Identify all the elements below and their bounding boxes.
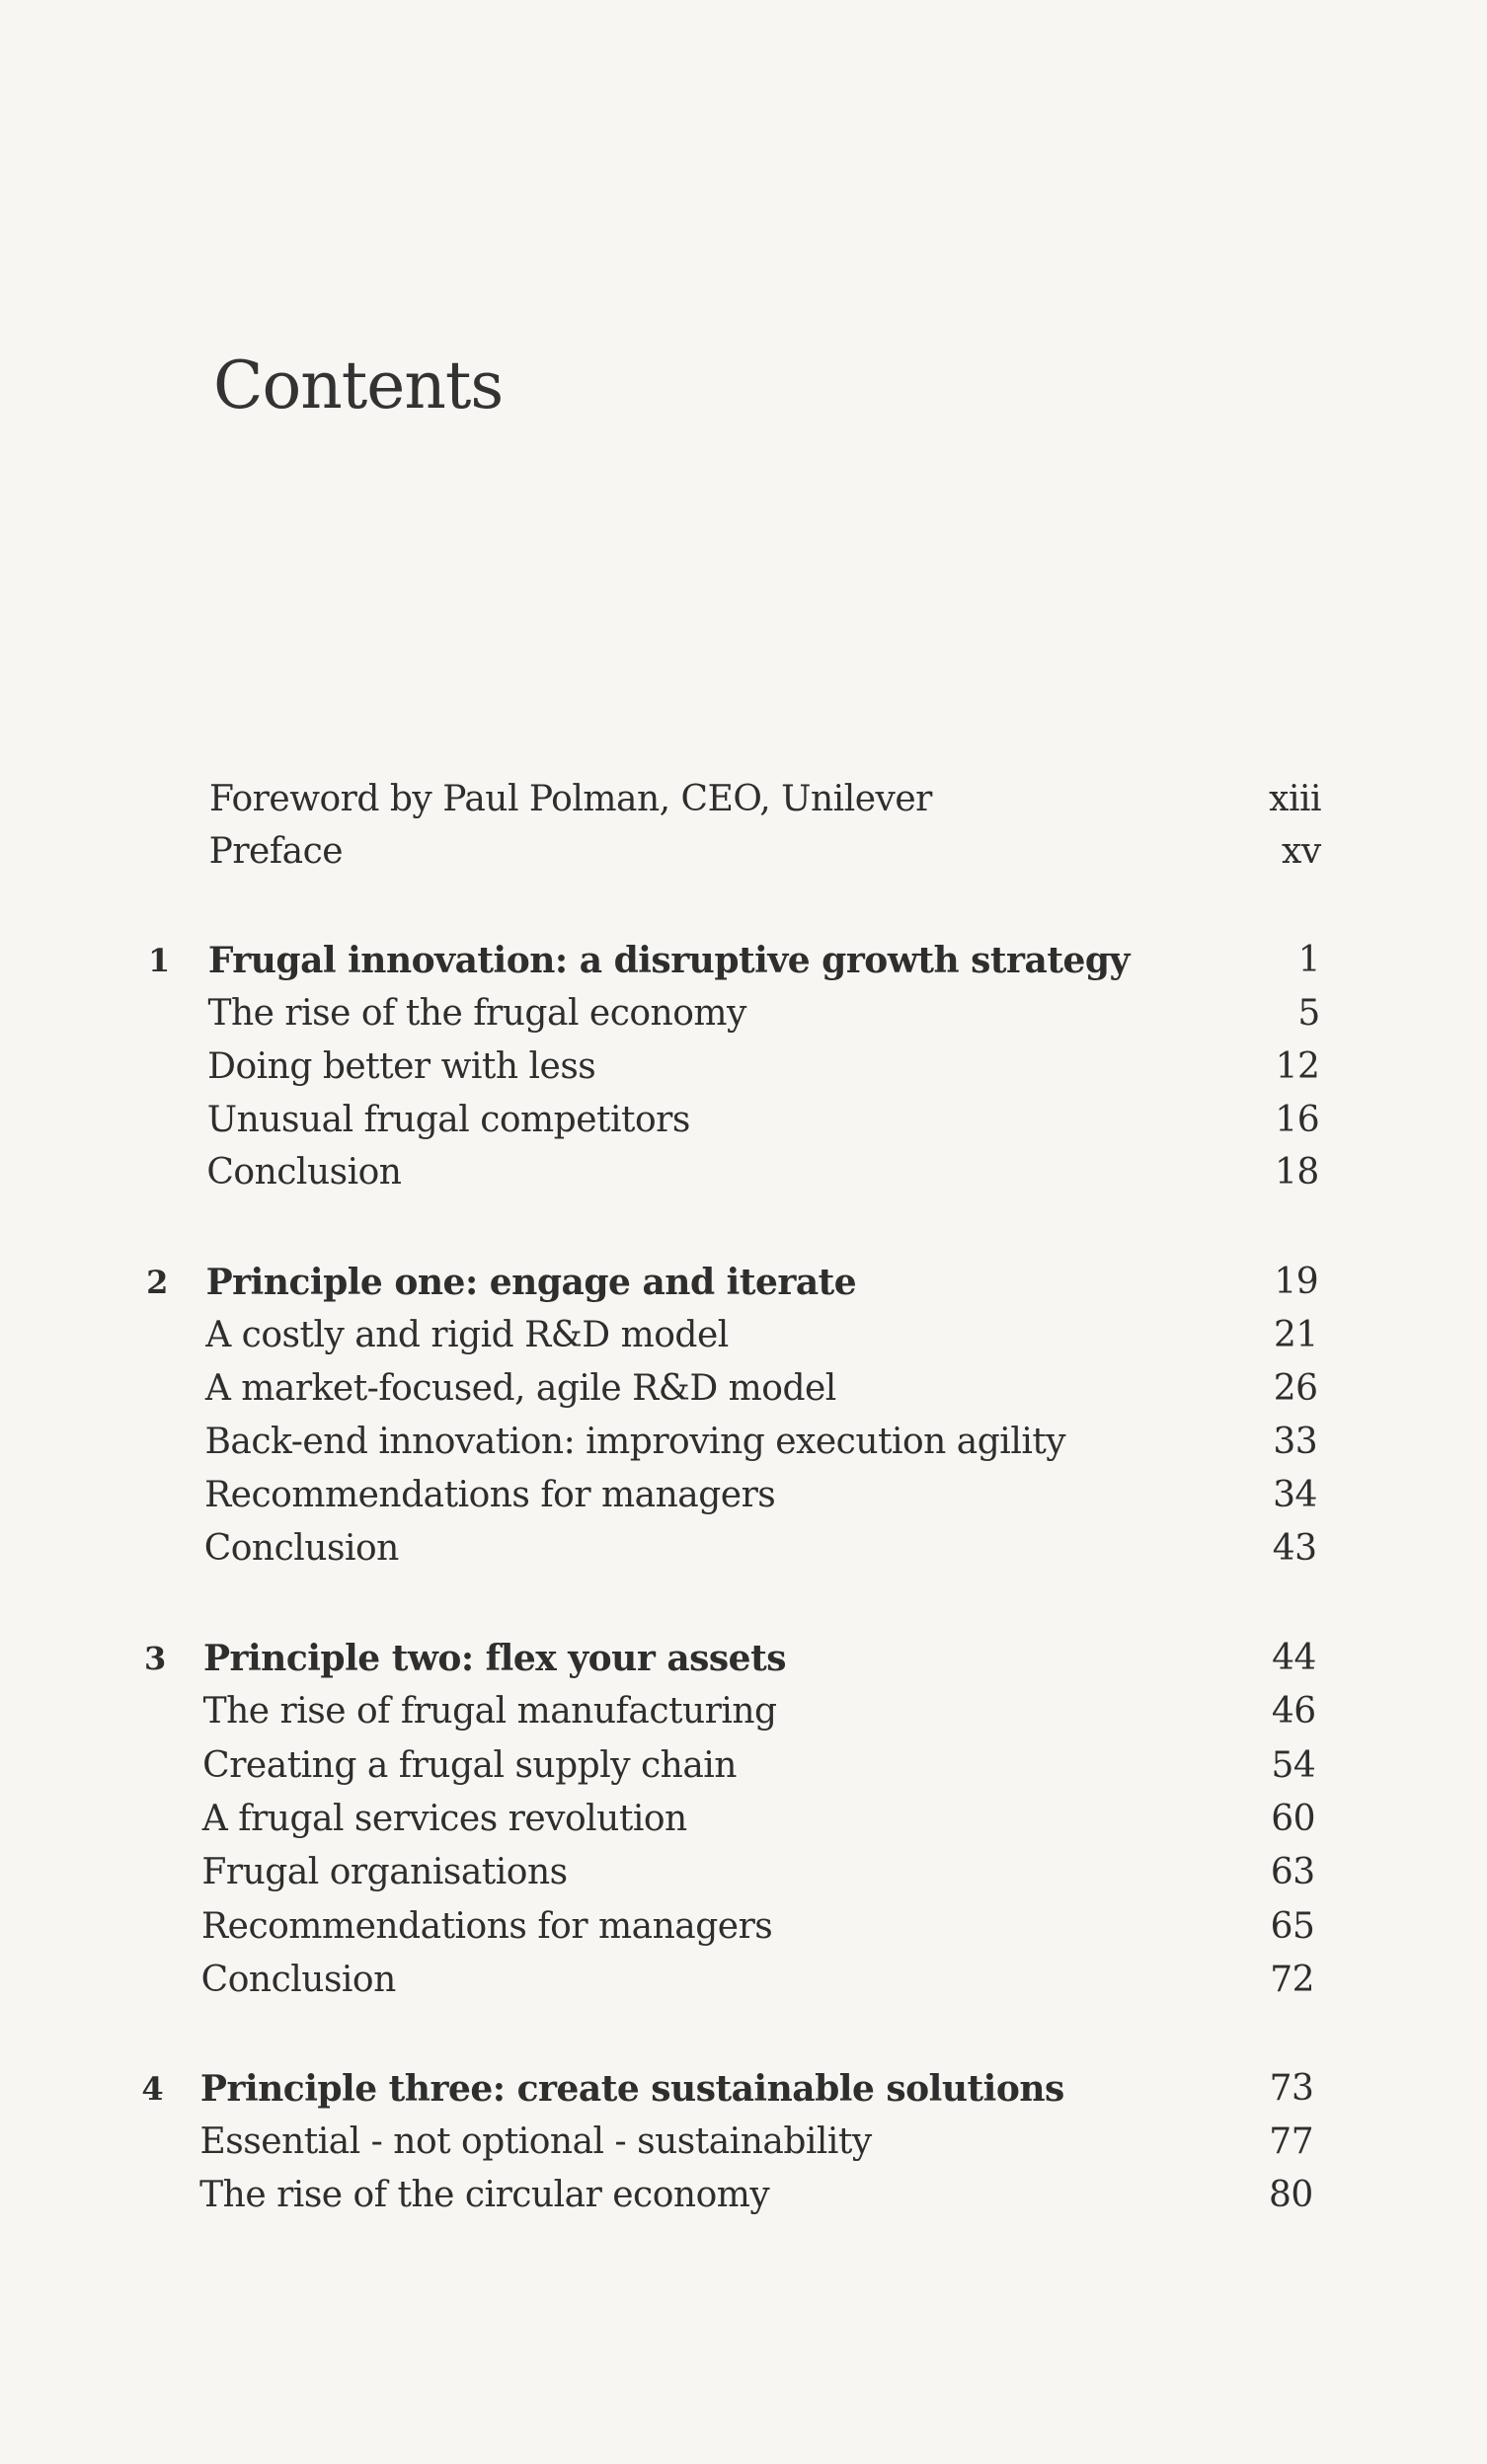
chapter-title: Frugal innovation: a disruptive growth strategy bbox=[207, 940, 1130, 981]
toc-section bbox=[0, 1793, 1487, 1846]
toc-section bbox=[0, 1146, 1487, 1199]
page-number: 26 bbox=[1273, 1368, 1318, 1409]
page-number: 73 bbox=[1269, 2068, 1314, 2109]
entry-label: Conclusion bbox=[203, 1528, 399, 1569]
entry-label: Unusual frugal competitors bbox=[206, 1100, 690, 1140]
chapter-title: Principle one: engage and iterate bbox=[205, 1262, 857, 1303]
page-number: 12 bbox=[1275, 1046, 1320, 1087]
page-number: 80 bbox=[1268, 2175, 1313, 2215]
toc-section bbox=[0, 1416, 1487, 1469]
page-number: 18 bbox=[1274, 1152, 1319, 1193]
toc-section bbox=[0, 1522, 1487, 1576]
page-number: 46 bbox=[1271, 1691, 1316, 1732]
toc-section bbox=[0, 1739, 1487, 1793]
chapter-number: 2 bbox=[146, 1264, 168, 1301]
toc-section bbox=[0, 1846, 1487, 1899]
entry-label: Essential - not optional - sustainability bbox=[199, 2121, 872, 2162]
chapter-title: Principle three: create sustainable solutions bbox=[199, 2068, 1064, 2110]
chapter-title: Principle two: flex your assets bbox=[202, 1638, 786, 1679]
toc-chapter-1 bbox=[0, 934, 1487, 987]
page-number: 54 bbox=[1271, 1745, 1316, 1786]
page-number: 72 bbox=[1270, 1960, 1315, 2000]
entry-label: Doing better with less bbox=[207, 1046, 596, 1087]
toc-section bbox=[0, 2169, 1487, 2222]
chapter-number: 4 bbox=[141, 2070, 164, 2108]
entry-label: Recommendations for managers bbox=[204, 1475, 776, 1515]
page-number: 34 bbox=[1273, 1475, 1317, 1515]
toc-chapter-2 bbox=[0, 1256, 1487, 1309]
toc-section bbox=[0, 2116, 1487, 2169]
page-number: 77 bbox=[1269, 2121, 1314, 2162]
entry-label: Foreword by Paul Polman, CEO, Unilever bbox=[209, 779, 932, 819]
entry-label: Back-end innovation: improving execution agility bbox=[204, 1422, 1066, 1462]
toc-entry-front-matter bbox=[0, 773, 1487, 826]
toc-section bbox=[0, 1685, 1487, 1738]
toc-section bbox=[0, 1309, 1487, 1362]
page-number: 63 bbox=[1270, 1852, 1315, 1892]
page-number: xiii bbox=[1269, 779, 1321, 819]
page-number: xv bbox=[1282, 831, 1321, 872]
entry-label: Recommendations for managers bbox=[201, 1906, 773, 1947]
entry-label: Preface bbox=[208, 831, 344, 872]
entry-label: Conclusion bbox=[200, 1960, 396, 2000]
toc-section bbox=[0, 1040, 1487, 1094]
entry-label: A frugal services revolution bbox=[201, 1799, 687, 1839]
chapter-number: 3 bbox=[143, 1640, 166, 1677]
toc-section bbox=[0, 1900, 1487, 1954]
toc-section bbox=[0, 987, 1487, 1040]
toc-section bbox=[0, 1954, 1487, 2007]
page-number: 60 bbox=[1271, 1799, 1315, 1839]
toc-chapter-3 bbox=[0, 1632, 1487, 1685]
page-number: 1 bbox=[1297, 940, 1321, 980]
page-number: 5 bbox=[1297, 993, 1320, 1034]
page-number: 44 bbox=[1272, 1638, 1316, 1678]
toc-section bbox=[0, 1362, 1487, 1416]
toc-entry-front-matter bbox=[0, 825, 1487, 879]
entry-label: A costly and rigid R&D model bbox=[205, 1315, 729, 1355]
entry-label: Conclusion bbox=[206, 1152, 402, 1193]
entry-label: Creating a frugal supply chain bbox=[202, 1745, 737, 1786]
page-title: Contents bbox=[213, 347, 504, 424]
entry-label: The rise of frugal manufacturing bbox=[202, 1691, 777, 1732]
page-number: 19 bbox=[1274, 1262, 1319, 1302]
page-number: 21 bbox=[1274, 1315, 1318, 1355]
chapter-number: 1 bbox=[148, 942, 170, 979]
entry-label: A market-focused, agile R&D model bbox=[204, 1368, 836, 1409]
entry-label: The rise of the circular economy bbox=[199, 2175, 770, 2215]
entry-label: Frugal organisations bbox=[201, 1852, 568, 1892]
toc-section bbox=[0, 1469, 1487, 1522]
page-number: 65 bbox=[1270, 1906, 1315, 1947]
page-number: 33 bbox=[1273, 1422, 1318, 1462]
page-number: 43 bbox=[1272, 1528, 1317, 1569]
toc-section bbox=[0, 1094, 1487, 1147]
entry-label: The rise of the frugal economy bbox=[207, 993, 746, 1034]
toc-chapter-4 bbox=[0, 2062, 1487, 2116]
page-number: 16 bbox=[1275, 1100, 1320, 1140]
